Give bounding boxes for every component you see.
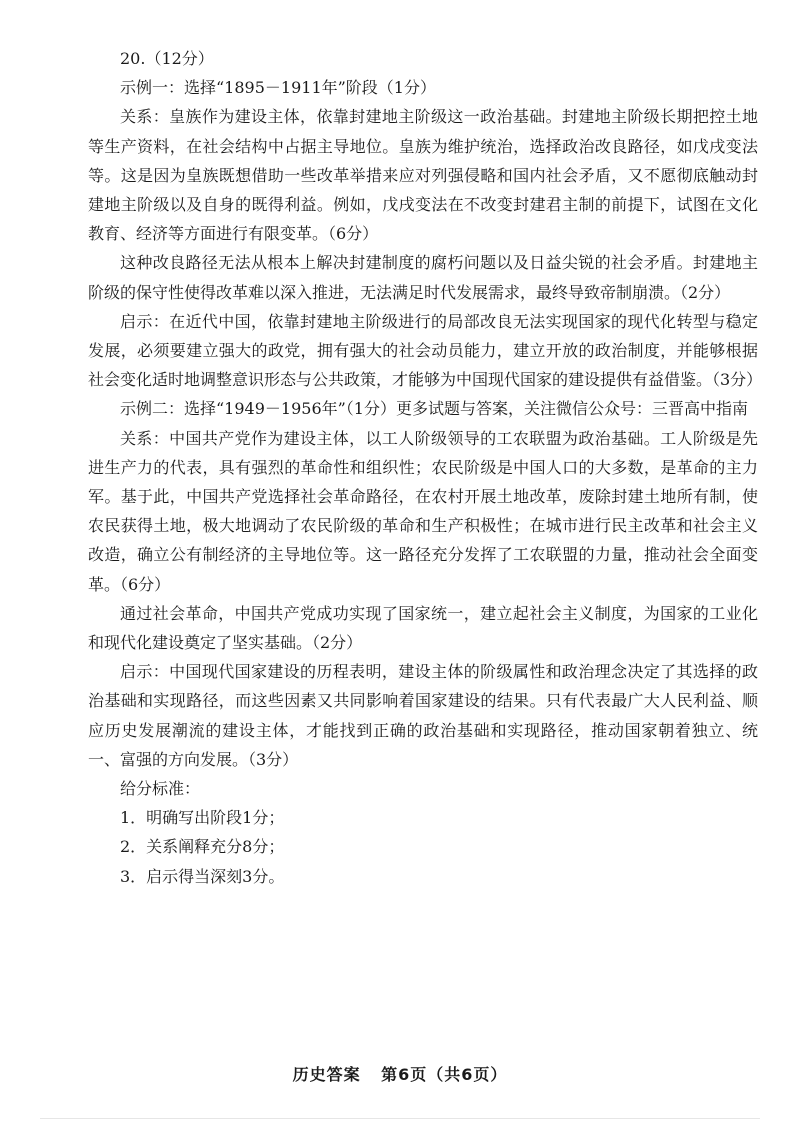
page-footer xyxy=(0,1062,800,1085)
example2-title: 示例二：选择“1949－1956年”（1分）更多试题与答案，关注微信公众号：三晋高中指南 xyxy=(120,399,748,419)
answer-content xyxy=(88,44,763,891)
example1-title: 示例一：选择“1895－1911年”阶段（1分） xyxy=(120,78,436,98)
scoring-item: 3．启示得当深刻3分。 xyxy=(120,866,285,886)
example1-relation: 关系：皇族作为建设主体，依靠封建地主阶级这一政治基础。封建地主阶级长期把控土地等生产资料，在社会结构中占据主导地位。皇族为维护统治，选择政治改良路径，如戊戌变法等。这是因为皇族既想借助一些改革举措来应对列强侵略和国内社会矛盾，又不愿彻底触动封建地主阶级以及自身的既得利益。例如，戊戌变法在不改变封建君主制的前提下，试图在文化教育、经济等方面进行有限变革。（6分） xyxy=(88,107,758,244)
question-header: 20.（12分） xyxy=(120,49,214,68)
example2-relation: 关系：中国共产党作为建设主体，以工人阶级领导的工农联盟为政治基础。工人阶级是先进生产力的代表，具有强烈的革命性和组织性；农民阶级是中国人口的大多数，是革命的主力军。基于此，中国共产党选择社会革命路径，在农村开展土地改革，废除封建土地所有制，使农民获得土地，极大地调动了农民阶级的革命和生产积极性；在城市进行民主改革和社会主义改造，确立公有制经济的主导地位等。这一路径充分发挥了工农联盟的力量，推动社会全面变革。（6分） xyxy=(88,428,758,594)
footer-subject: 历史答案 xyxy=(292,1065,361,1084)
example1-result: 这种改良路径无法从根本上解决封建制度的腐朽问题以及日益尖锐的社会矛盾。封建地主阶级的保守性使得改革难以深入推进，无法满足时代发展需求，最终导致帝制崩溃。（2分） xyxy=(88,253,758,302)
example2-result: 通过社会革命，中国共产党成功实现了国家统一，建立起社会主义制度，为国家的工业化和现代化建设奠定了坚实基础。（2分） xyxy=(88,603,758,653)
example2-insight: 启示：中国现代国家建设的历程表明，建设主体的阶级属性和政治理念决定了其选择的政治基础和实现路径，而这些因素又共同影响着国家建设的结果。只有代表最广大人民利益、顺应历史发展潮流的建设主体，才能找到正确的政治基础和实现路径，推动国家朝着独立、统一、富强的方向发展。（3分） xyxy=(88,662,758,769)
scoring-item: 2．关系阐释充分8分； xyxy=(120,837,285,857)
footer-page-number: 第6页（共6页） xyxy=(381,1065,508,1084)
example1-insight: 启示：在近代中国，依靠封建地主阶级进行的局部改良无法实现国家的现代化转型与稳定发展，必须要建立强大的政党，拥有强大的社会动员能力，建立开放的政治制度，并能够根据社会变化适时地调整意识形态与公共政策，才能够为中国现代国家的建设提供有益借鉴。（3分） xyxy=(88,311,763,390)
scoring-title: 给分标准： xyxy=(120,779,201,799)
bottom-divider xyxy=(40,1118,760,1119)
scoring-item: 1．明确写出阶段1分； xyxy=(120,808,285,828)
